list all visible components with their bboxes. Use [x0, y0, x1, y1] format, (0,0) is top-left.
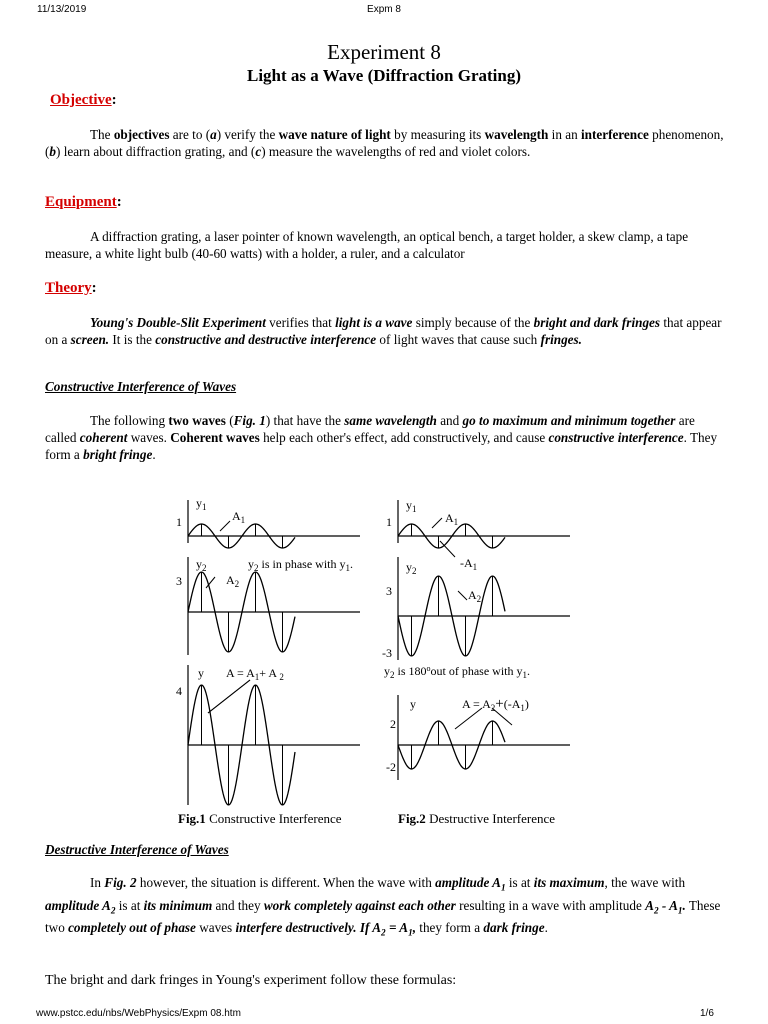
fig1-phase-label: $y_2$ is in phase with $y_1$. — [248, 557, 353, 573]
fig2-label-y2: $y_2$ — [406, 560, 417, 576]
page-number: 1/6 — [700, 1008, 714, 1019]
fig2-sum-label: $A = A_2+(-A_1)$ — [462, 696, 529, 713]
fig1-label-y: y — [198, 666, 204, 680]
arrow-a1 — [220, 521, 230, 531]
constructive-paragraph: The following two waves (Fig. 1) that have the same wavelength and go to maximum and minimum together are called coherent waves. Coherent waves help each other's effect, add constructively, and cause constructive interference. They form a bright fringe. — [45, 413, 718, 462]
section-objective: Objective: — [50, 92, 117, 108]
fig1-label-a1: $A_1$ — [232, 509, 246, 525]
section-theory: Theory: — [45, 280, 97, 296]
fig2-tick-1: 1 — [386, 515, 392, 529]
arrow-fig2-sum-1 — [455, 708, 482, 729]
subheading-destructive: Destructive Interference of Waves — [45, 842, 229, 857]
interference-figure — [170, 495, 600, 835]
print-title: Expm 8 — [367, 4, 401, 15]
theory-paragraph: Young's Double-Slit Experiment verifies that light is a wave simply because of the bright and dark fringes that appear on a screen. It is the constructive and destructive interference of light waves that cause such fringes. — [45, 315, 722, 347]
fig1-label-y2: $y_2$ — [196, 557, 207, 573]
fig2-label-neg-a1: $-A_1$ — [460, 556, 478, 572]
fig1-tick-1: 1 — [176, 515, 182, 529]
fig2-label-y: y — [410, 697, 416, 711]
fig1-tick-3: 3 — [176, 574, 182, 588]
fig1-label-a2: $A_2$ — [226, 573, 240, 589]
objective-paragraph: The objectives are to (a) verify the wave nature of light by measuring its wavelength in an interference phenomenon, (b) learn about diffraction grating, and (c) measure the wavelengths of red and violet colors. — [45, 127, 724, 159]
fig1-sum-label: $A = A_1+ A$ $_2$ — [226, 666, 284, 682]
equipment-paragraph: A diffraction grating, a laser pointer of known wavelength, an optical bench, a target holder, a skew clamp, a tape measure, a white light bulb (40-60 watts) with a holder, a ruler, and a calculator — [45, 229, 689, 261]
arrow-fig2-a1 — [432, 518, 442, 528]
formula-intro: The bright and dark fringes in Young's experiment follow these formulas: — [45, 973, 457, 988]
fig1-tick-4: 4 — [176, 684, 182, 698]
arrow-fig2-neg-a1 — [440, 541, 455, 557]
print-url: www.pstcc.edu/nbs/WebPhysics/Expm 08.htm — [36, 1008, 241, 1019]
section-equipment: Equipment: — [45, 194, 122, 210]
arrow-fig2-a2 — [458, 591, 467, 600]
fig2-caption: Fig.2 Destructive Interference — [398, 811, 556, 826]
fig2-tick-3: 3 — [386, 584, 392, 598]
fig1-caption: Fig.1 Constructive Interference — [178, 811, 342, 826]
fig2-tick-2: 2 — [390, 717, 396, 731]
fig2-tick-neg2: -2 — [386, 760, 396, 774]
fig2-label-a1: $A_1$ — [445, 511, 459, 527]
fig2-phase-label: $y_2$ is 180$^o$out of phase with $y_1$. — [384, 664, 531, 680]
document-subtitle: Light as a Wave (Diffraction Grating) — [246, 66, 522, 85]
subheading-constructive: Constructive Interference of Waves — [45, 379, 237, 394]
fig1-label-y1: $y_1$ — [196, 496, 207, 512]
document-title: Experiment 8 — [327, 40, 441, 64]
fig2-label-y1: $y_1$ — [406, 498, 417, 514]
fig2-label-a2: $A_2$ — [468, 588, 482, 604]
fig2-tick-neg3: -3 — [382, 646, 392, 660]
print-date: 11/13/2019 — [37, 4, 87, 15]
destructive-paragraph: In Fig. 2 however, the situation is different. When the wave with amplitude $A_1$ is at its maximum, the wave with amplitude $A_2$ is at its minimum and they work completely against each other resulting in a wave with amplitude $A_2 - A_1$. These two completely out of phase waves interfere destructively. If $A_2 = A_1$, they form a dark fringe. — [45, 875, 721, 938]
